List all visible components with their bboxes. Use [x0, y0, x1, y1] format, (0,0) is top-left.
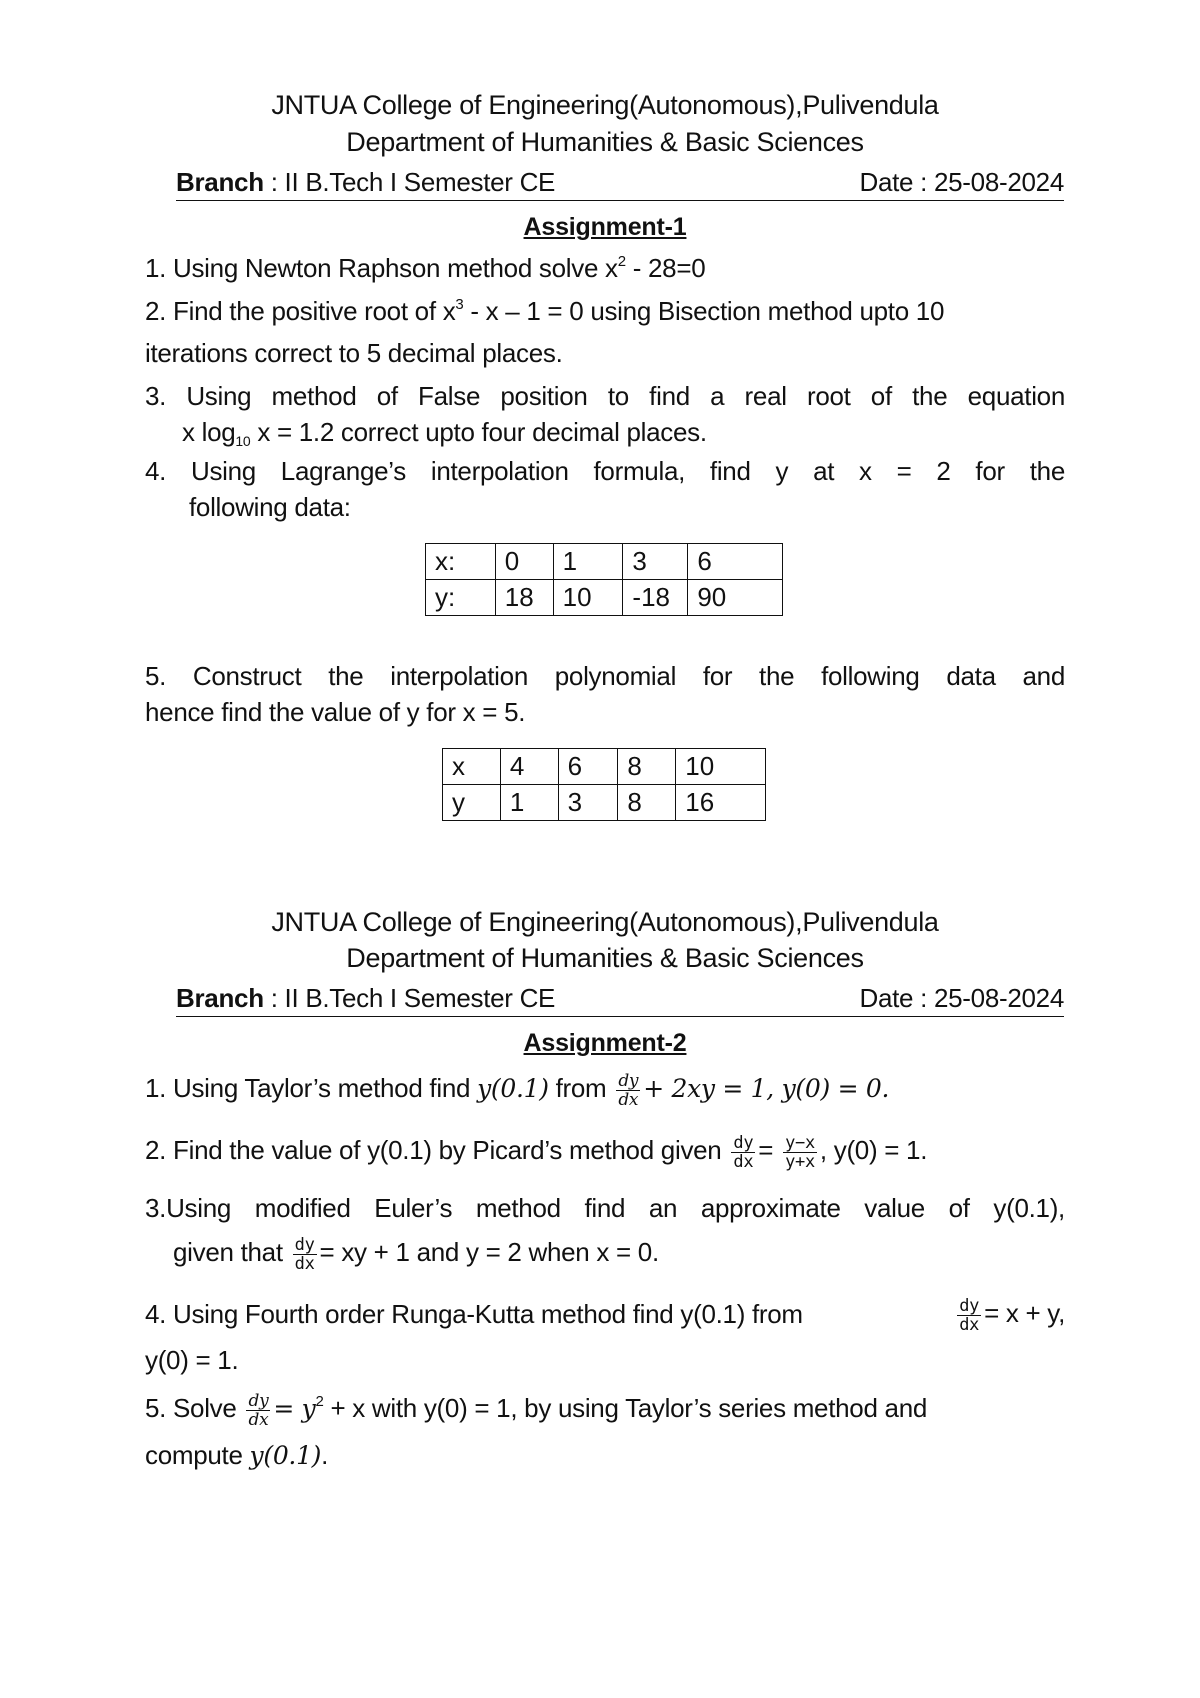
table-row	[443, 785, 766, 821]
math-expression: y(0.1)	[249, 1440, 322, 1470]
table-cell: 8	[618, 749, 676, 785]
table-cell: 1	[553, 544, 623, 580]
question-text: 4. Using Fourth order Runga-Kutta method find y(0.1) from	[145, 1299, 803, 1330]
question-2	[145, 1132, 1065, 1171]
question-text: =	[758, 1135, 781, 1165]
branch-info	[176, 982, 555, 1016]
derivative-fraction	[731, 1134, 755, 1171]
table-row	[426, 580, 783, 616]
question-5	[145, 1390, 1065, 1474]
question-text: 1. Using Newton Raphson method solve x	[145, 253, 618, 283]
question-1	[145, 250, 1065, 286]
branch-label: Branch	[176, 167, 264, 197]
table-row	[426, 544, 783, 580]
fraction-denominator: y+x	[785, 1151, 815, 1172]
table-cell: 10	[676, 749, 766, 785]
derivative-fraction	[957, 1297, 981, 1334]
department-name: Department of Humanities & Basic Sciences	[346, 943, 864, 973]
question-text: + x with y(0) = 1, by using Taylor’s series method and	[323, 1393, 928, 1423]
question-text: 2. Find the positive root of x	[145, 296, 456, 326]
question-text: from	[548, 1073, 614, 1103]
question-text: - x – 1 = 0 using Bisection method upto 10	[463, 296, 945, 326]
table-cell: 6	[688, 544, 783, 580]
fraction-denominator: dx	[618, 1089, 639, 1110]
rhs-fraction	[783, 1134, 817, 1171]
assignment-date: Date : 25-08-2024	[859, 167, 1064, 197]
derivative-fraction	[293, 1236, 317, 1273]
question-3	[145, 1190, 1065, 1273]
exponent: 3	[455, 296, 464, 313]
question-text: = x + y,	[984, 1298, 1065, 1328]
college-name: JNTUA College of Engineering(Autonomous),Pulivendula	[271, 907, 939, 937]
question-5	[145, 658, 1065, 730]
branch-date-row	[176, 982, 1064, 1017]
question-3	[145, 378, 1065, 450]
question-text: hence find the value of y for x = 5.	[145, 697, 526, 727]
table-cell: 10	[553, 580, 623, 616]
question-1	[145, 1070, 1065, 1109]
fraction-numerator: dy	[733, 1132, 754, 1153]
table-cell: -18	[623, 580, 688, 616]
branch-value: : II B.Tech I Semester CE	[263, 167, 556, 197]
table-cell: 3	[558, 785, 618, 821]
table-cell: 90	[688, 580, 783, 616]
question-text: = xy + 1 and y = 2 when x = 0.	[319, 1237, 659, 1267]
branch-date-row	[176, 166, 1064, 201]
exponent: 2	[617, 253, 626, 270]
branch-label: Branch	[176, 983, 264, 1013]
fraction-numerator: dy	[294, 1234, 315, 1255]
college-name: JNTUA College of Engineering(Autonomous),Pulivendula	[271, 90, 939, 120]
branch-value: : II B.Tech I Semester CE	[263, 983, 556, 1013]
math-expression: + 2xy = 1, y(0) = 0.	[643, 1074, 890, 1103]
table-row	[443, 749, 766, 785]
table-cell: 1	[500, 785, 558, 821]
table-cell: 3	[623, 544, 688, 580]
question-text: , y(0) = 1.	[819, 1135, 928, 1165]
question-text: 5. Solve	[145, 1393, 244, 1423]
table-cell: y:	[426, 580, 496, 616]
question-4	[145, 1295, 1065, 1378]
exponent: 2	[315, 1393, 324, 1410]
table-cell: 18	[495, 580, 553, 616]
assignment-title: Assignment-1	[523, 213, 687, 241]
table-cell: 6	[558, 749, 618, 785]
fraction-numerator: dy	[959, 1295, 980, 1316]
data-table-interpolation	[442, 748, 766, 821]
fraction-numerator: dy	[618, 1070, 639, 1091]
fraction-numerator: y−x	[785, 1132, 815, 1153]
derivative-fraction	[246, 1392, 270, 1429]
question-text: x = 1.2 correct upto four decimal places.	[250, 417, 707, 447]
question-text: x log	[182, 417, 236, 447]
table-cell: x	[443, 749, 501, 785]
fraction-denominator: dx	[294, 1253, 315, 1274]
question-text: 5. Construct the interpolation polynomial for the following data and	[145, 661, 1065, 691]
question-text: 4. Using Lagrange’s interpolation formula, find y at x = 2 for the	[145, 456, 1065, 486]
math-expression: = y	[273, 1394, 316, 1423]
assignment-date: Date : 25-08-2024	[859, 983, 1064, 1013]
fraction-denominator: dx	[733, 1151, 754, 1172]
question-text: y(0) = 1.	[145, 1344, 239, 1375]
question-4	[145, 453, 1065, 525]
table-cell: 8	[618, 785, 676, 821]
subscript: 10	[235, 433, 251, 449]
question-text: compute	[145, 1439, 250, 1470]
branch-info	[176, 166, 555, 200]
assignment-title: Assignment-2	[523, 1029, 687, 1057]
question-text: given that	[173, 1237, 290, 1267]
table-cell: x:	[426, 544, 496, 580]
data-table-lagrange	[425, 543, 783, 616]
fraction-numerator: dy	[248, 1390, 269, 1411]
question-text: following data:	[189, 492, 351, 522]
department-name: Department of Humanities & Basic Sciences	[346, 127, 864, 157]
table-cell: 16	[676, 785, 766, 821]
question-text: 1. Using Taylor’s method find	[145, 1073, 478, 1103]
table-cell: 4	[500, 749, 558, 785]
table-cell: y	[443, 785, 501, 821]
table-cell: 0	[495, 544, 553, 580]
question-text: 2. Find the value of y(0.1) by Picard’s method given	[145, 1135, 729, 1165]
derivative-fraction	[616, 1072, 640, 1109]
fraction-denominator: dx	[959, 1314, 980, 1335]
math-expression: y(0.1)	[477, 1074, 549, 1103]
question-text: - 28=0	[625, 253, 706, 283]
question-2	[145, 293, 1065, 371]
fraction-denominator: dx	[248, 1409, 269, 1430]
question-text: .	[321, 1439, 329, 1470]
question-text: 3. Using method of False position to find a real root of the equation	[145, 381, 1065, 411]
question-text: iterations correct to 5 decimal places.	[145, 338, 563, 368]
question-text: 3.Using modified Euler’s method find an approximate value of y(0.1),	[145, 1193, 1065, 1223]
